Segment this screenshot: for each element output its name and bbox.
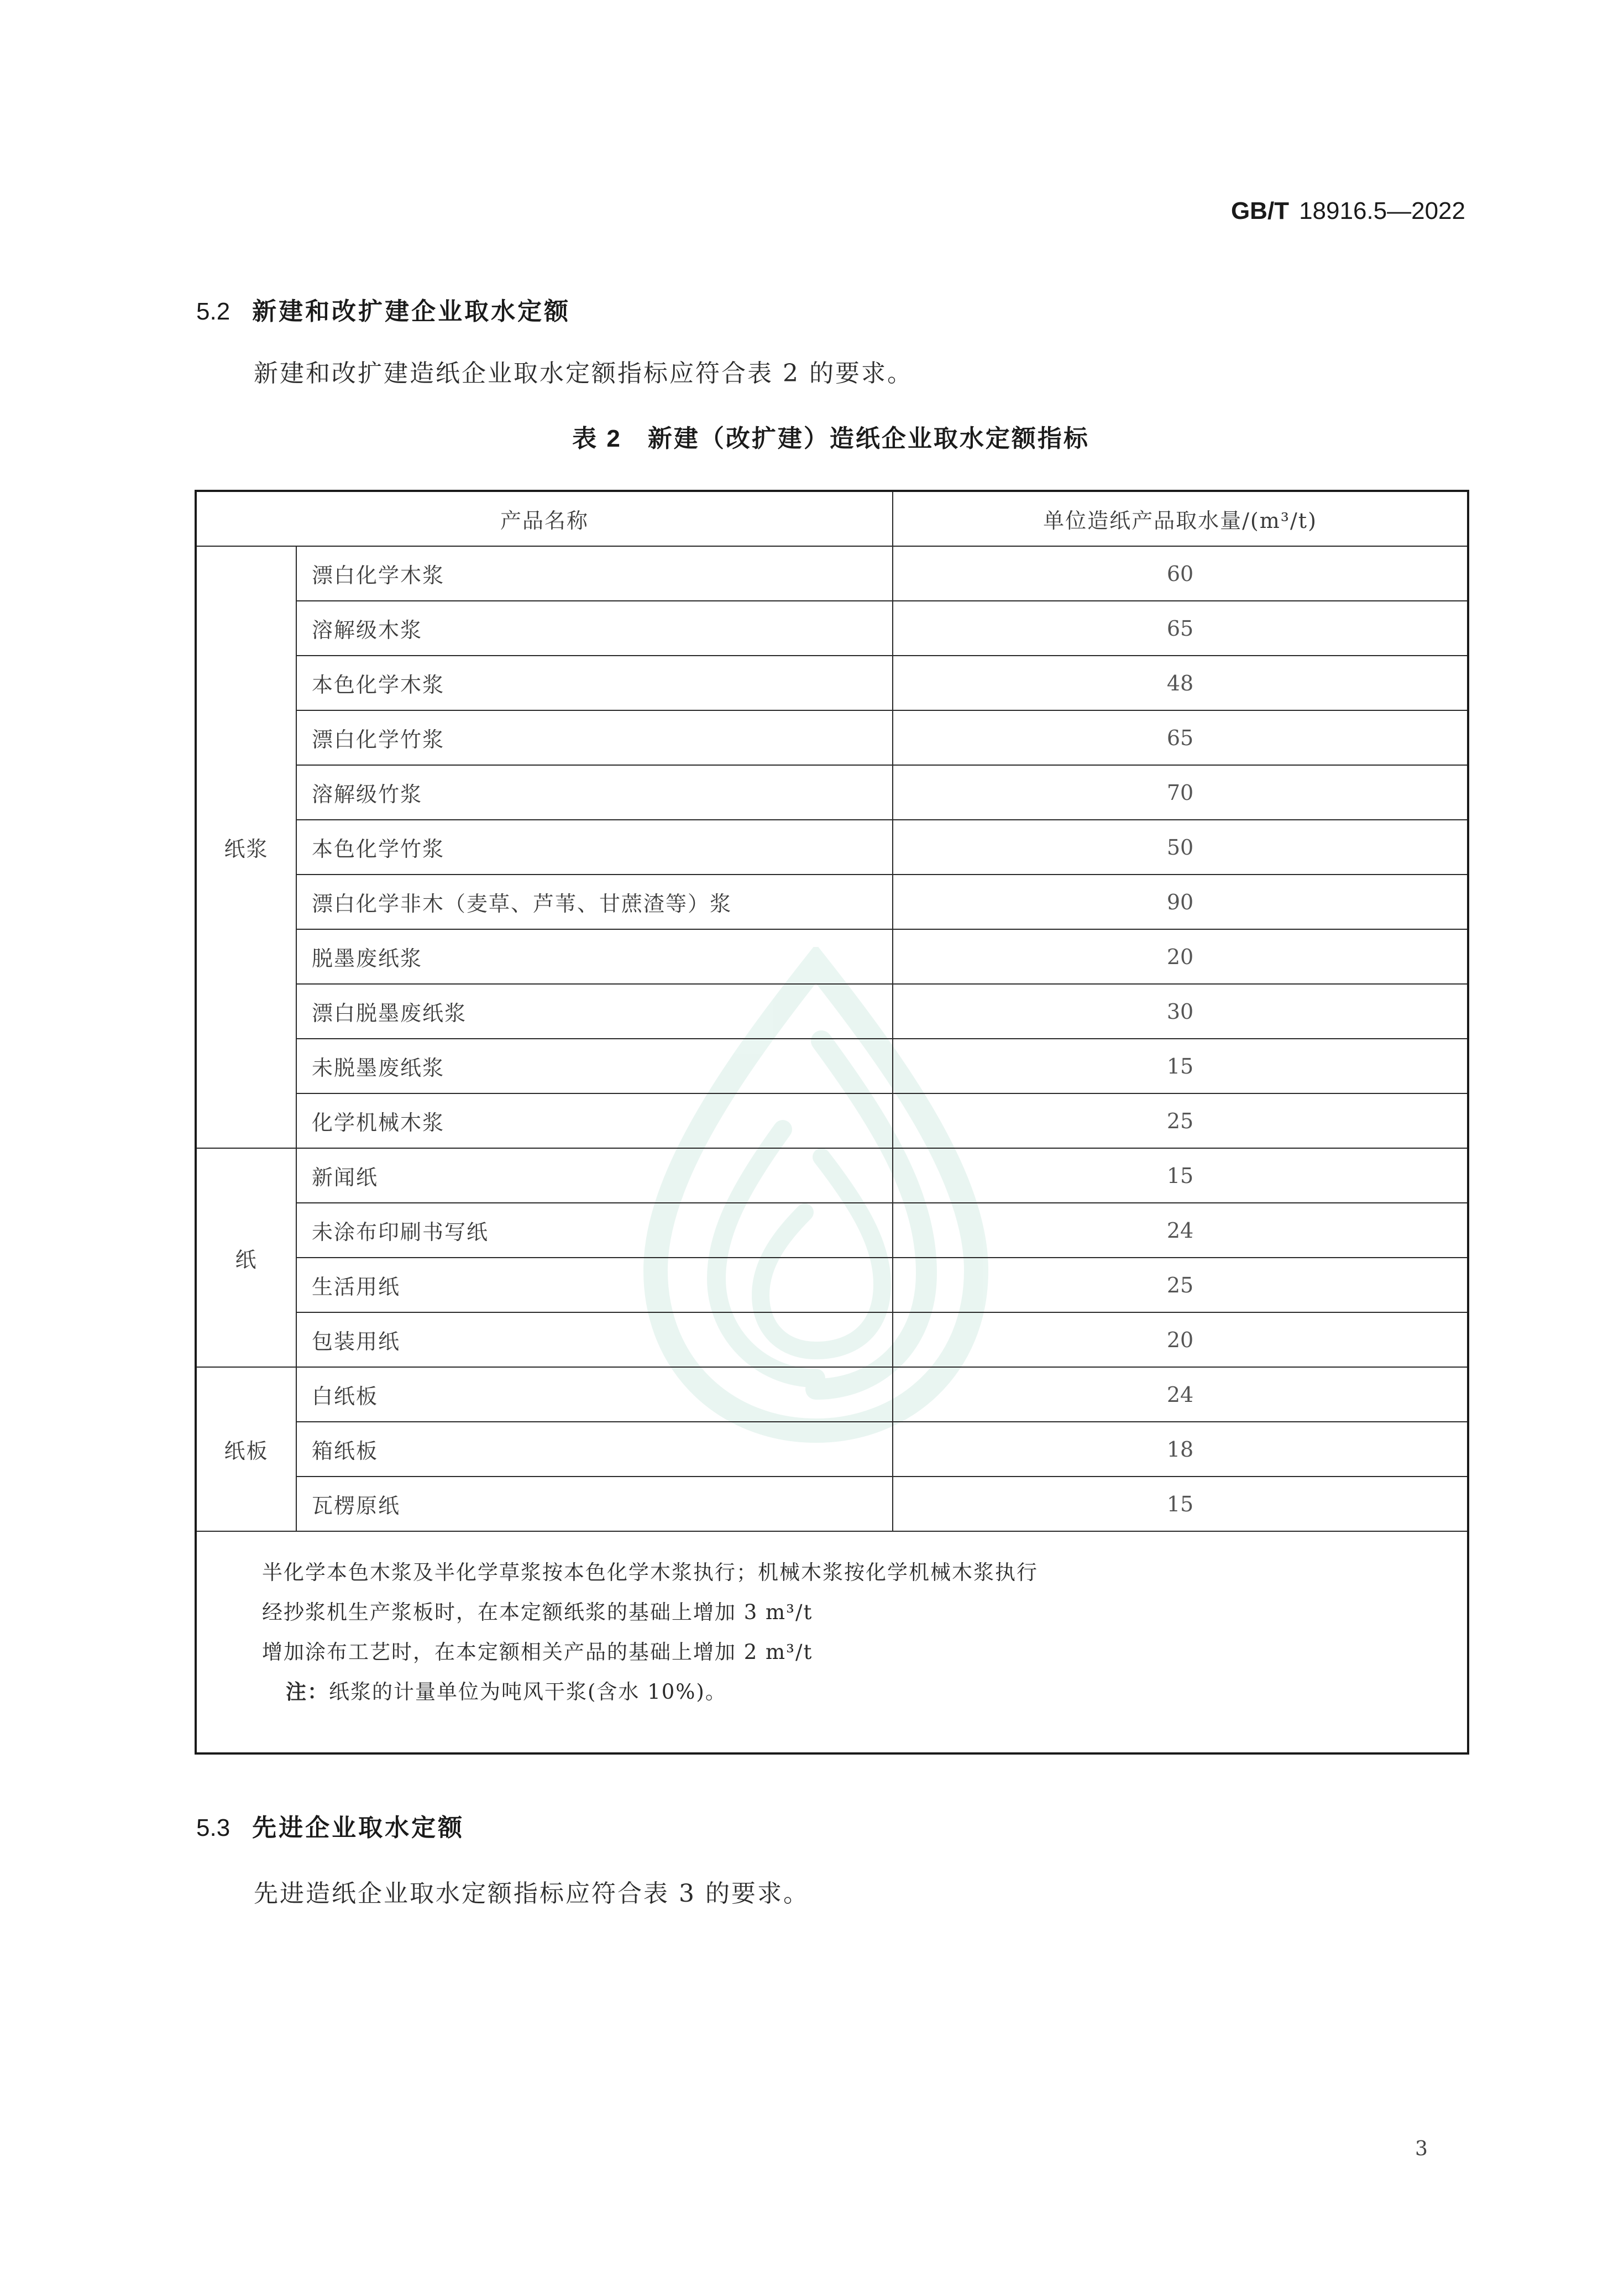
section-5-2-paragraph: 新建和改扩建造纸企业取水定额指标应符合表 2 的要求。	[254, 359, 913, 388]
table-row	[196, 1422, 1468, 1477]
product-name-cell: 化学机械木浆	[296, 1093, 893, 1148]
quota-value-cell: 24	[893, 1367, 1468, 1422]
table-row	[196, 710, 1468, 765]
section-title: 新建和改扩建企业取水定额	[252, 298, 571, 325]
quota-value-cell: 48	[893, 656, 1468, 710]
table-row	[196, 1312, 1468, 1367]
table-row	[196, 601, 1468, 656]
product-name-cell: 未脱墨废纸浆	[296, 1039, 893, 1093]
quota-value-cell: 65	[893, 710, 1468, 765]
page-number: 3	[1415, 2138, 1428, 2160]
quota-value-cell: 25	[893, 1093, 1468, 1148]
section-5-3-paragraph: 先进造纸企业取水定额指标应符合表 3 的要求。	[254, 1880, 809, 1908]
section-number: 5.3	[196, 1814, 230, 1841]
table-notes-row	[196, 1531, 1468, 1753]
quota-value-cell: 24	[893, 1203, 1468, 1258]
table-row	[196, 875, 1468, 929]
section-5-3-heading	[196, 1814, 464, 1842]
section-number: 5.2	[196, 298, 230, 325]
product-name-cell: 漂白化学竹浆	[296, 710, 893, 765]
table-row	[196, 929, 1468, 984]
standard-prefix: GB/T	[1230, 197, 1290, 224]
quota-value-cell: 25	[893, 1258, 1468, 1312]
product-name-cell: 漂白化学木浆	[296, 546, 893, 601]
category-label: 纸板	[196, 1367, 296, 1531]
table-row	[196, 1367, 1468, 1422]
quota-value-cell: 60	[893, 546, 1468, 601]
water-quota-table	[195, 490, 1469, 1755]
quota-value-cell: 15	[893, 1148, 1468, 1203]
product-name-cell: 包装用纸	[296, 1312, 893, 1367]
table-row	[196, 1093, 1468, 1148]
product-name-cell: 新闻纸	[296, 1148, 893, 1203]
product-name-cell: 箱纸板	[296, 1422, 893, 1477]
table-footnote	[238, 1672, 1467, 1712]
table-header-row	[196, 491, 1468, 546]
table-row	[196, 656, 1468, 710]
column-header-product: 产品名称	[196, 491, 893, 546]
footnote-label: 注：	[286, 1681, 329, 1703]
standard-number: 18916.5—2022	[1299, 197, 1465, 224]
product-name-cell: 瓦楞原纸	[296, 1477, 893, 1531]
category-label: 纸	[196, 1148, 296, 1367]
product-name-cell: 漂白脱墨废纸浆	[296, 984, 893, 1039]
product-name-cell: 脱墨废纸浆	[296, 929, 893, 984]
quota-value-cell: 15	[893, 1039, 1468, 1093]
product-name-cell: 本色化学木浆	[296, 656, 893, 710]
table-row	[196, 1477, 1468, 1531]
category-label: 纸浆	[196, 546, 296, 1148]
table-caption: 表 2 新建（改扩建）造纸企业取水定额指标	[572, 425, 1089, 452]
table-row	[196, 1203, 1468, 1258]
quota-value-cell: 65	[893, 601, 1468, 656]
section-title: 先进企业取水定额	[252, 1814, 465, 1841]
quota-value-cell: 30	[893, 984, 1468, 1039]
table-row	[196, 546, 1468, 601]
product-name-cell: 生活用纸	[296, 1258, 893, 1312]
footnote-text: 纸浆的计量单位为吨风干浆(含水 10%)。	[329, 1680, 727, 1704]
product-name-cell: 溶解级竹浆	[296, 765, 893, 820]
table-notes	[196, 1531, 1468, 1753]
product-name-cell: 本色化学竹浆	[296, 820, 893, 875]
table-row	[196, 765, 1468, 820]
table-row	[196, 820, 1468, 875]
quota-value-cell: 20	[893, 1312, 1468, 1367]
quota-value-cell: 50	[893, 820, 1468, 875]
table-row	[196, 1258, 1468, 1312]
table-row	[196, 1039, 1468, 1093]
product-name-cell: 漂白化学非木（麦草、芦苇、甘蔗渣等）浆	[296, 875, 893, 929]
product-name-cell: 未涂布印刷书写纸	[296, 1203, 893, 1258]
table-note: 增加涂布工艺时，在本定额相关产品的基础上增加 2 m³/t	[262, 1640, 813, 1664]
product-name-cell: 溶解级木浆	[296, 601, 893, 656]
table-row	[196, 984, 1468, 1039]
quota-value-cell: 70	[893, 765, 1468, 820]
table-note: 经抄浆机生产浆板时，在本定额纸浆的基础上增加 3 m³/t	[262, 1600, 813, 1624]
product-name-cell: 白纸板	[296, 1367, 893, 1422]
section-5-2-heading	[196, 298, 570, 326]
quota-value-cell: 15	[893, 1477, 1468, 1531]
quota-value-cell: 90	[893, 875, 1468, 929]
table-row	[196, 1148, 1468, 1203]
quota-value-cell: 20	[893, 929, 1468, 984]
column-header-quota: 单位造纸产品取水量/(m³/t)	[893, 491, 1468, 546]
standard-number-header	[1231, 197, 1465, 225]
table-note: 半化学本色木浆及半化学草浆按本色化学木浆执行；机械木浆按化学机械木浆执行	[262, 1561, 1038, 1584]
table-body	[196, 546, 1468, 1531]
quota-value-cell: 18	[893, 1422, 1468, 1477]
